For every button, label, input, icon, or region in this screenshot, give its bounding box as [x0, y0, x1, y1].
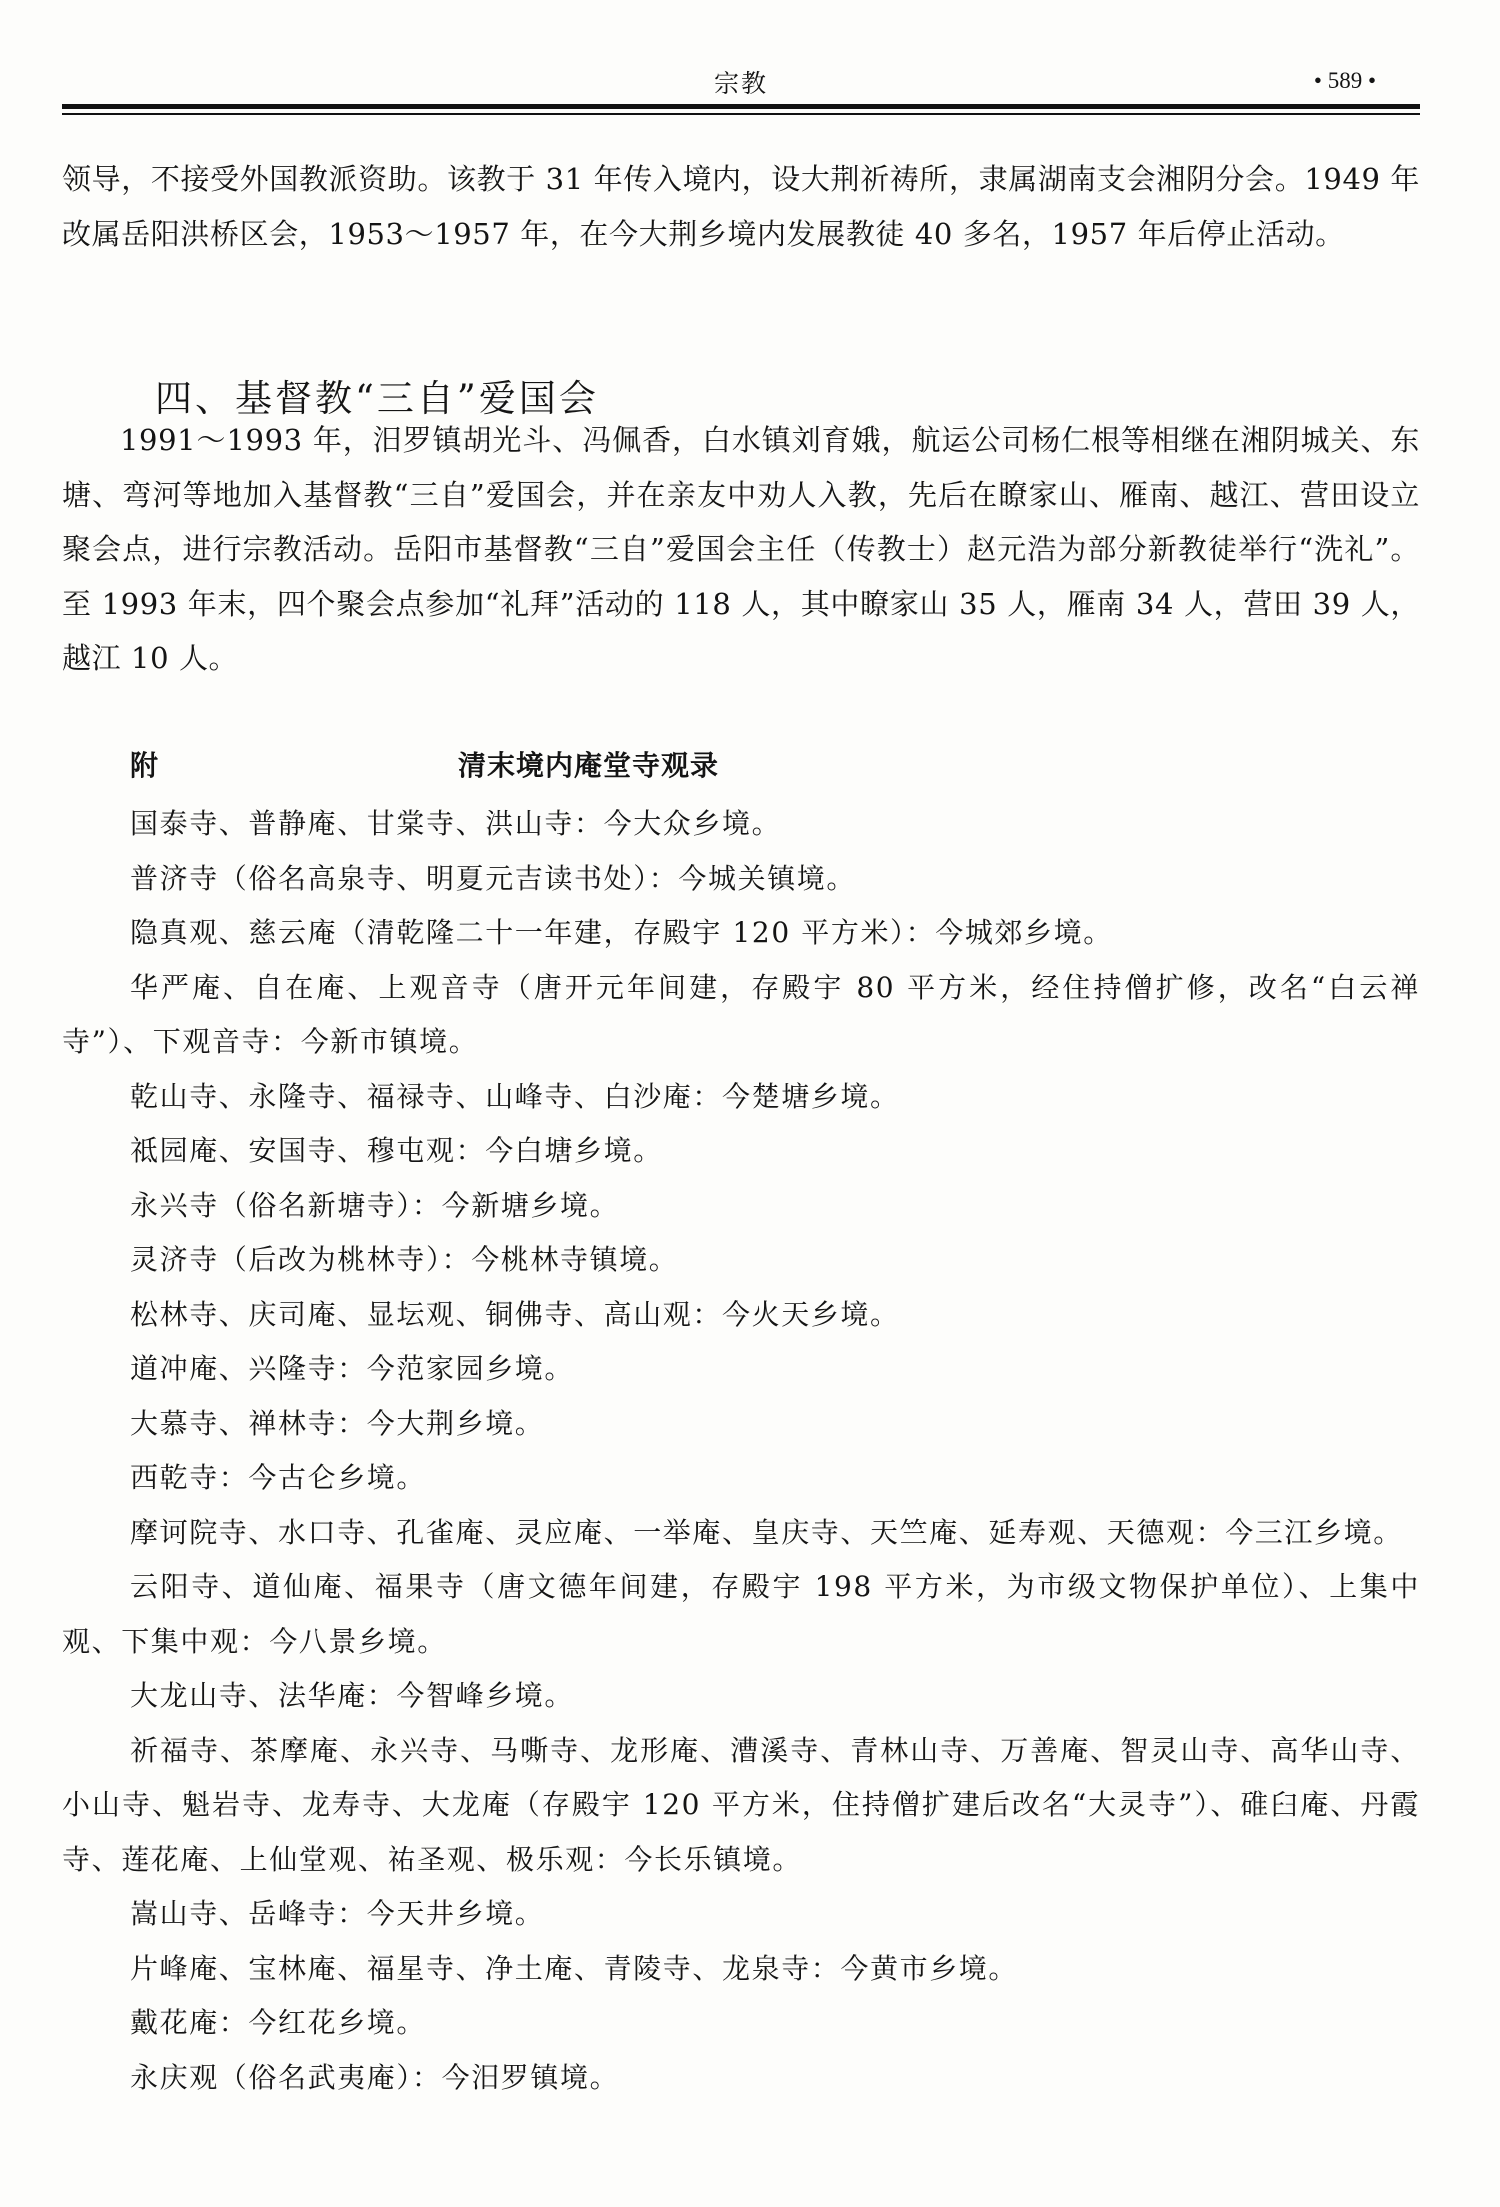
- list-item: 云阳寺、道仙庵、福果寺（唐文德年间建，存殿宇 198 平方米，为市级文物保护单位）、上集中观、下集中观：今八景乡境。: [62, 1570, 1420, 1658]
- list-item: 片峰庵、宝林庵、福星寺、净土庵、青陵寺、龙泉寺：今黄市乡境。: [130, 1951, 1019, 1985]
- appendix-title: 清末境内庵堂寺观录: [458, 749, 720, 782]
- list-item: 摩诃院寺、水口寺、孔雀庵、灵应庵、一举庵、皇庆寺、天竺庵、延寿观、天德观：今三江乡境。: [130, 1515, 1403, 1549]
- list-item: 道冲庵、兴隆寺：今范家园乡境。: [130, 1352, 575, 1385]
- appendix-entries: [62, 797, 1420, 2105]
- section-paragraph: 1991～1993 年，汨罗镇胡光斗、冯佩香，白水镇刘育娥，航运公司杨仁根等相继在湘阴城关、东塘、弯河等地加入基督教“三自”爱国会，并在亲友中劝人入教，先后在瞭家山、雁南、越江、营田设立聚会点，进行宗教活动。岳阳市基督教“三自”爱国会主任（传教士）赵元浩为部分新教徒举行“洗礼”。至 1993 年末，四个聚会点参加“礼拜”活动的 118 人，其中瞭家山 35 人，雁南 34 人，营田 39 人，越江 10 人。: [62, 423, 1420, 675]
- header-title: 宗教: [713, 69, 768, 98]
- header-rule-thin: [62, 113, 1420, 115]
- section-heading: 四、基督教“三自”爱国会: [155, 376, 599, 420]
- list-item: 大龙山寺、法华庵：今智峰乡境。: [130, 1679, 575, 1712]
- list-item: 祈福寺、茶摩庵、永兴寺、马嘶寺、龙形庵、漕溪寺、青林山寺、万善庵、智灵山寺、高华山寺、小山寺、魁岩寺、龙寿寺、大龙庵（存殿宇 120 平方米，住持僧扩建后改名“大灵寺”）、碓臼庵、丹霞寺、莲花庵、上仙堂观、祐圣观、极乐观：今长乐镇境。: [62, 1733, 1420, 1876]
- list-item: 国泰寺、普静庵、甘棠寺、洪山寺：今大众乡境。: [130, 807, 782, 840]
- list-item: 嵩山寺、岳峰寺：今天井乡境。: [130, 1897, 545, 1930]
- appendix-heading: [130, 744, 1030, 784]
- intro-paragraph: 领导，不接受外国教派资助。该教于 31 年传入境内，设大荆祈祷所，隶属湖南支会湘阴分会。1949 年改属岳阳洪桥区会，1953～1957 年，在今大荆乡境内发展教徒 40 多名，1957 年后停止活动。: [62, 162, 1420, 251]
- list-item: 乾山寺、永隆寺、福禄寺、山峰寺、白沙庵：今楚塘乡境。: [130, 1079, 900, 1113]
- intro-paragraph-block: [62, 152, 1420, 261]
- list-item: 灵济寺（后改为桃林寺）：今桃林寺镇境。: [130, 1243, 679, 1276]
- list-item: 松林寺、庆司庵、显坛观、铜佛寺、高山观：今火天乡境。: [130, 1297, 900, 1331]
- header-rule-thick: [62, 104, 1420, 109]
- list-item: 祗园庵、安国寺、穆屯观：今白塘乡境。: [130, 1134, 663, 1167]
- page-number: • 589 •: [1313, 68, 1376, 93]
- running-header: [62, 62, 1420, 104]
- list-item: 戴花庵：今红花乡境。: [130, 2006, 427, 2039]
- list-item: 西乾寺：今古仑乡境。: [130, 1461, 427, 1494]
- list-item: 永兴寺（俗名新塘寺）：今新塘乡境。: [130, 1188, 620, 1222]
- appendix-label: 附: [130, 749, 159, 782]
- list-item: 隐真观、慈云庵（清乾隆二十一年建，存殿宇 120 平方米）：今城郊乡境。: [130, 916, 1113, 949]
- section-paragraph-block: [62, 413, 1420, 686]
- list-item: 永庆观（俗名武夷庵）：今汨罗镇境。: [130, 2060, 620, 2094]
- list-item: 普济寺（俗名高泉寺、明夏元吉读书处）：今城关镇境。: [130, 861, 857, 895]
- list-item: 华严庵、自在庵、上观音寺（唐开元年间建，存殿宇 80 平方米，经住持僧扩修，改名“白云禅寺”）、下观音寺：今新市镇境。: [62, 970, 1420, 1058]
- list-item: 大慕寺、禅林寺：今大荆乡境。: [130, 1406, 545, 1440]
